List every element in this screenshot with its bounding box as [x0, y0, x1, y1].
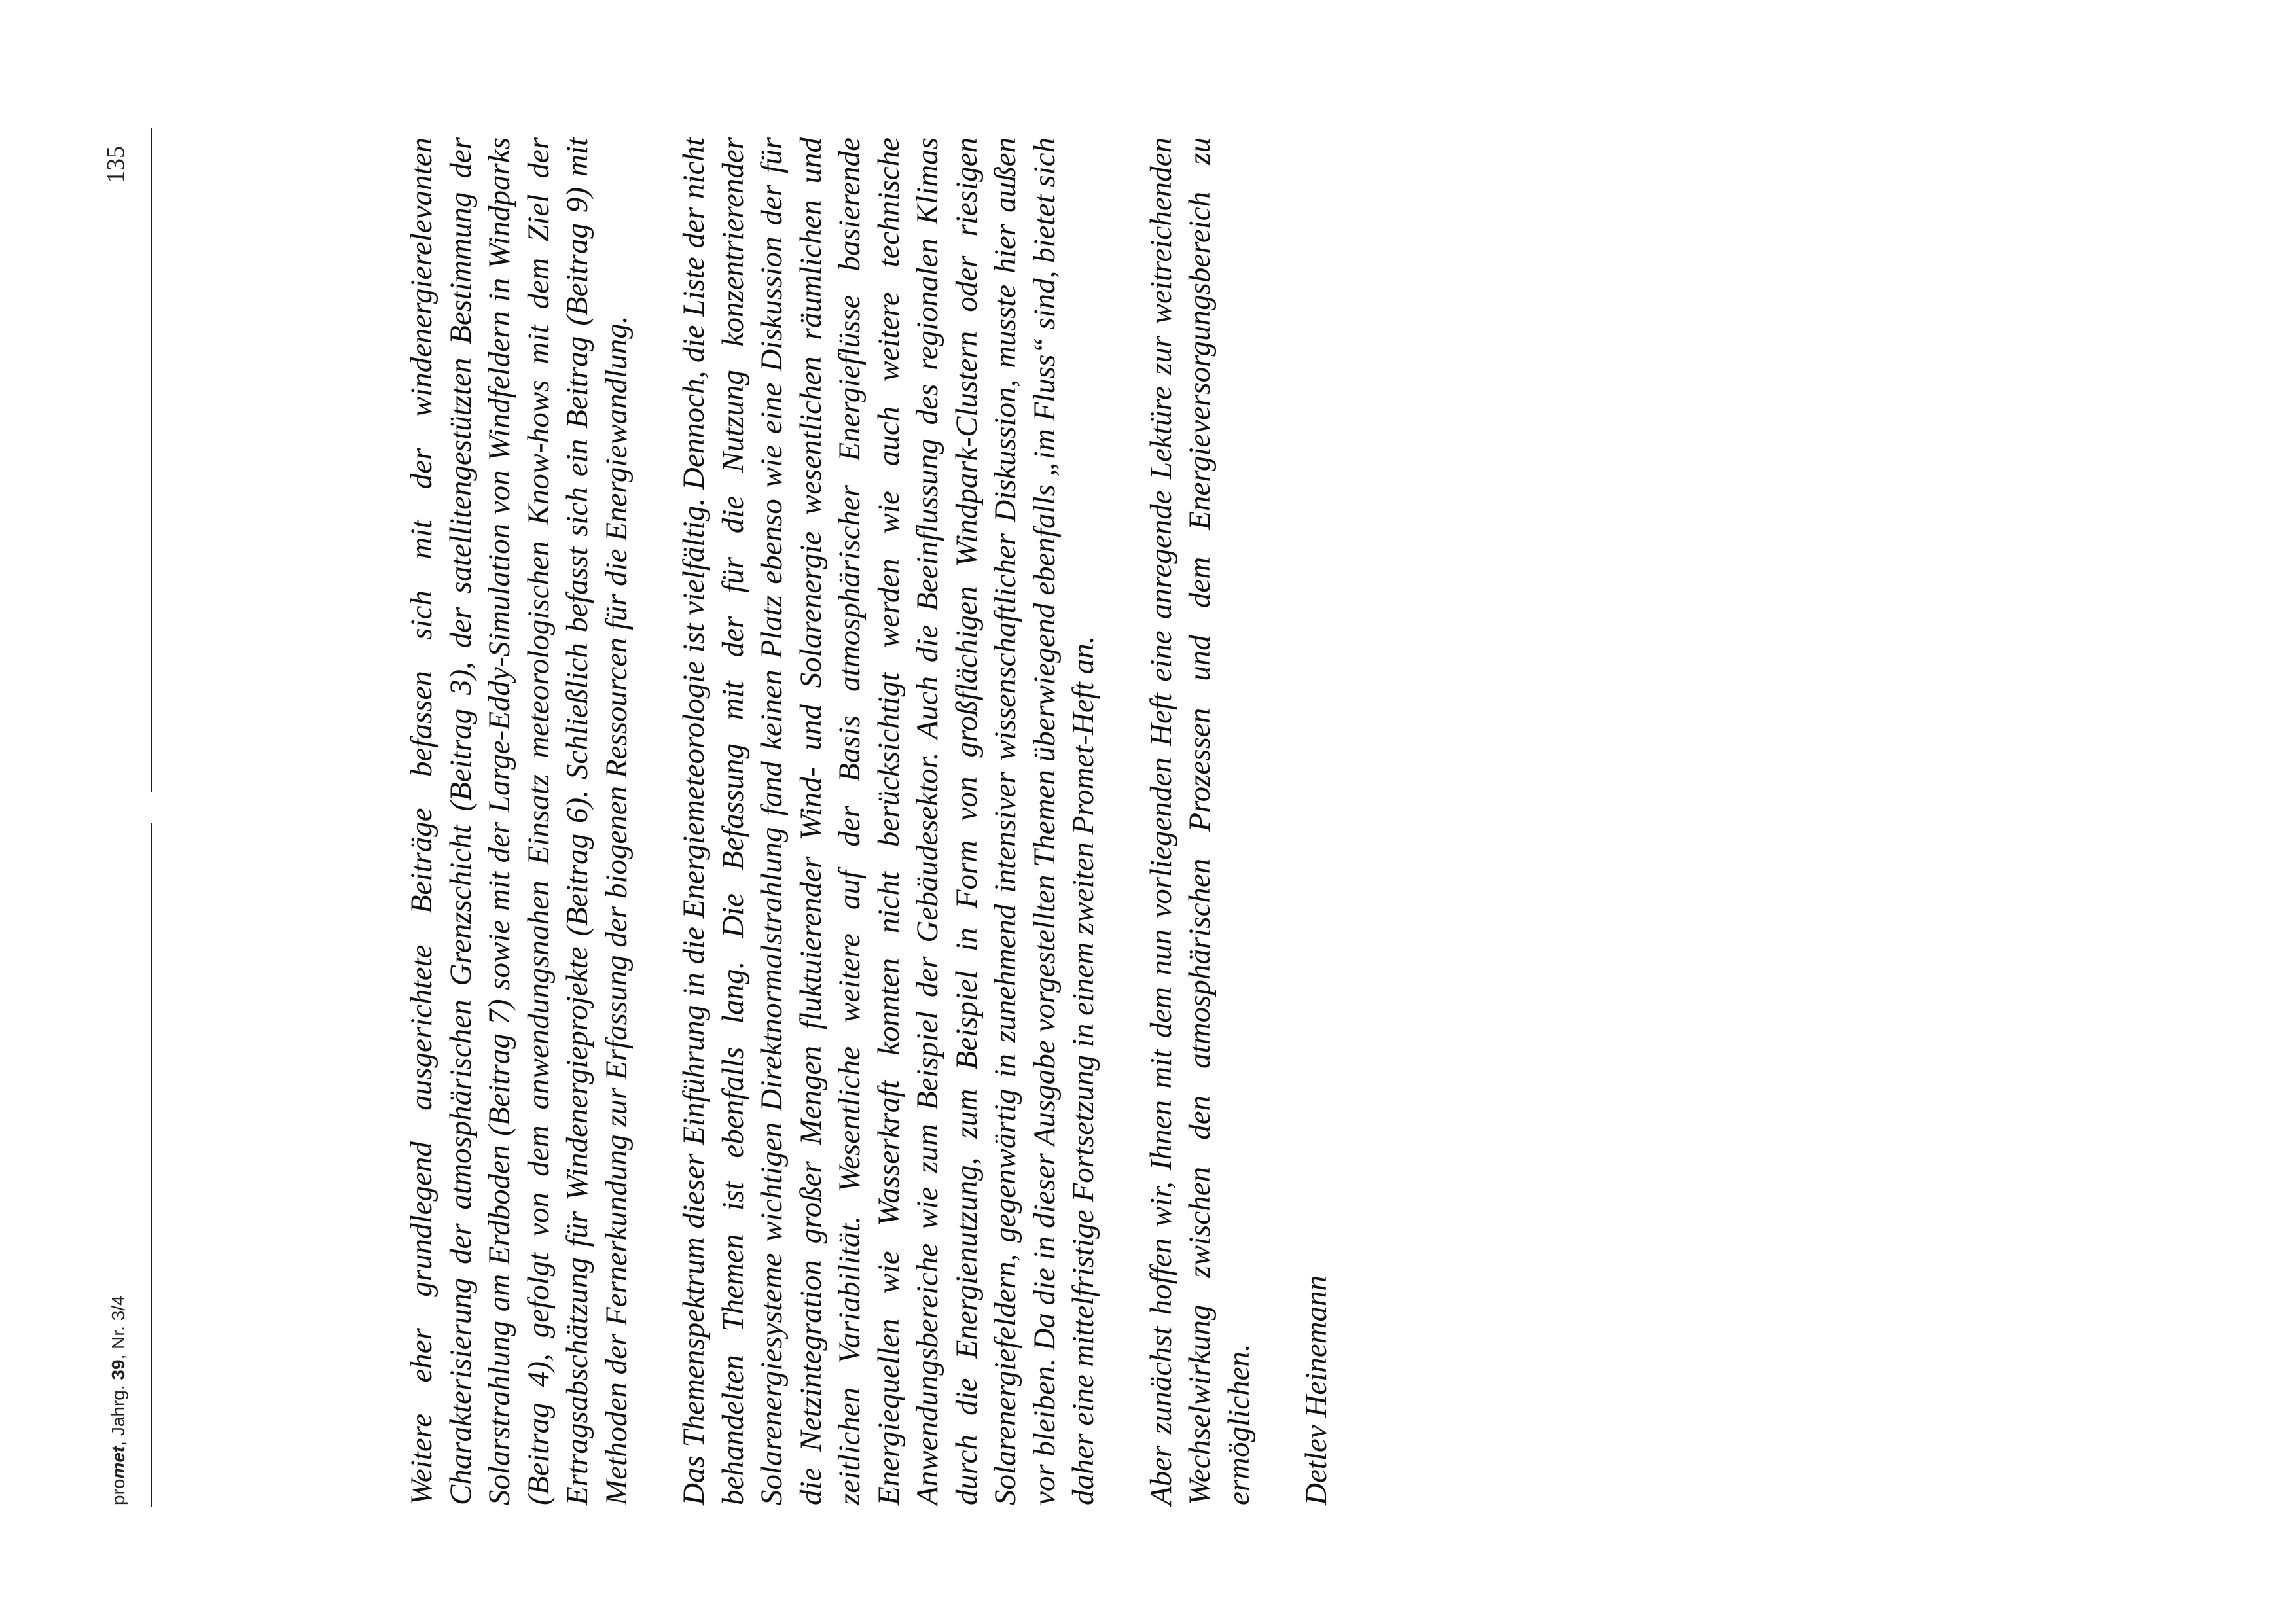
paragraph-2: Das Themenspektrum dieser Einführung in die Energiemeteorologie ist vielfältig. Dennoch, die Liste der nicht behandelten Themen ist ebenfalls lang. Die Befassung mit der für die Nutzung konzentrierender Solarenergiesysteme wichtigen Direktnormalstrahlung fand keinen Platz ebenso wie eine Diskussion der für die Netzintegration großer Mengen fluktuierender Wind- und Solarenergie wesentlichen räumlichen und zeitlichen Variabilität. Wesentliche weitere auf der Basis atmosphärischer Energieflüsse basierende Energiequellen wie Wasserkraft konnten nicht berücksichtigt werden wie auch weitere technische Anwendungsbereiche wie zum Beispiel der Gebäudesektor. Auch die Beeinflussung des regionalen Klimas durch die Energienutzung, zum Beispiel in Form von großflächigen Windpark-Clustern oder riesigen Solarenergiefeldern, gegenwärtig in zunehmend intensiver wissenschaftlicher Diskussion, musste hier außen vor bleiben. Da die in dieser Ausgabe vorgestellten Themen überwiegend ebenfalls „im Fluss“ sind, bietet sich daher eine mittelfristige Fortsetzung in einem zweiten Promet-Heft an.: [677, 137, 1100, 1505]
paragraph-1: Weitere eher grundlegend ausgerichtete Beiträge befassen sich mit der windenergierelevanten Charakterisierung der atmosphärischen Grenzschicht (Beitrag 3), der satellitengestützten Bestimmung der Solarstrahlung am Erdboden (Beitrag 7) sowie mit der Large-Eddy-Simulation von Windfeldern in Windparks (Beitrag 4), gefolgt von dem anwendungsnahen Einsatz meteorologischen Know-hows mit dem Ziel der Ertragsabschätzung für Windenergieprojekte (Beitrag 6). Schließlich befasst sich ein Beitrag (Beitrag 9) mit Methoden der Fernerkundung zur Erfassung der biogenen Ressourcen für die Energiewandlung.: [404, 137, 634, 1505]
running-head: [108, 1295, 129, 1505]
journal-name-emphasis: met: [108, 1446, 128, 1479]
jahrg-label: , Jahrg.: [108, 1380, 128, 1446]
journal-name-prefix: pro: [108, 1478, 128, 1505]
author-signature: Detlev Heinemann: [1299, 1275, 1333, 1505]
issue-number: , Nr. 3/4: [108, 1295, 128, 1360]
header-rule-left: [151, 823, 152, 1507]
page-number: 135: [102, 146, 130, 183]
header-rule-right: [151, 128, 152, 792]
volume-number: 39: [108, 1359, 128, 1380]
body-text: [403, 137, 1375, 1505]
paragraph-3: Aber zunächst hoffen wir, Ihnen mit dem nun vorliegenden Heft eine anregende Lektüre zur weitreichenden Wechselwirkung zwischen den atmosphärischen Prozessen und dem Energieversorgungsbereich zu ermöglichen.: [1143, 137, 1256, 1505]
